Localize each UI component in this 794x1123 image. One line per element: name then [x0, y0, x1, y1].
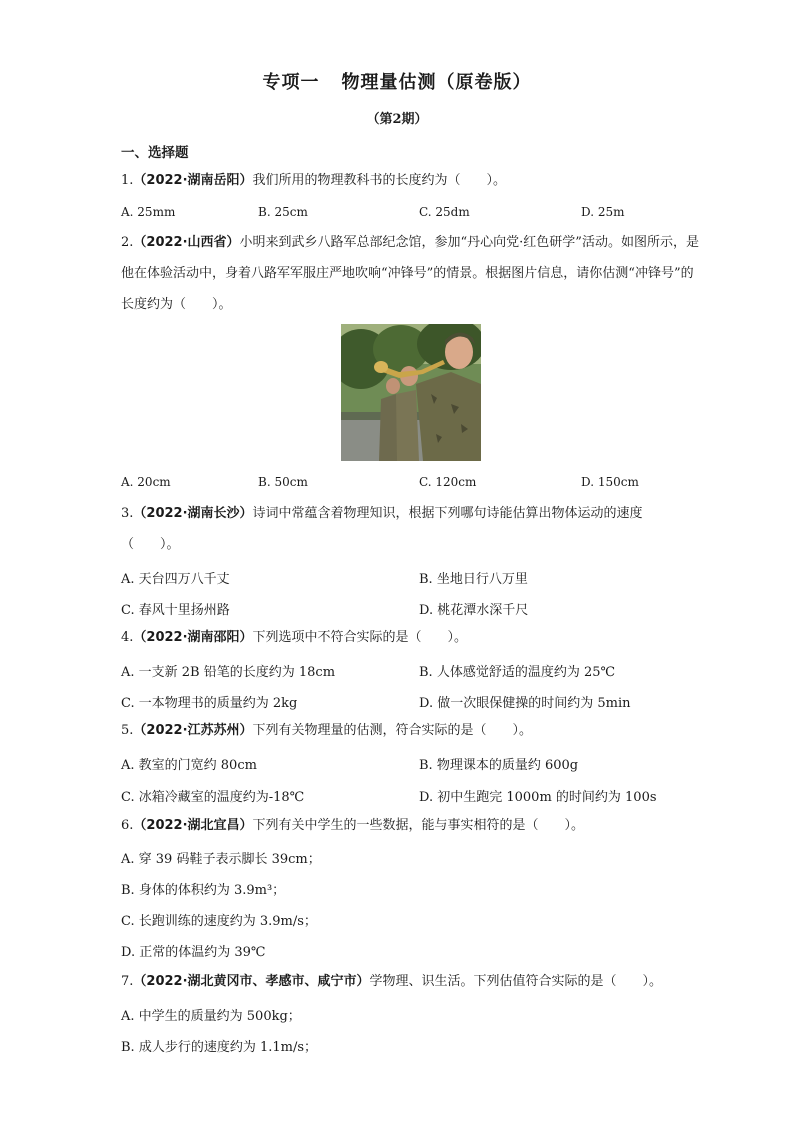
- option-d: D. 做一次眼保健操的时间约为 5min: [419, 696, 631, 711]
- question-1: 1.（2022·湖南岳阳）我们所用的物理教科书的长度约为（ ）。: [121, 173, 507, 188]
- option-a: A. 穿 39 码鞋子表示脚长 39cm；: [121, 852, 321, 867]
- question-3: 3.（2022·湖南长沙）诗词中常蕴含着物理知识，根据下列哪句诗能估算出物体运动的速度（ ）。: [121, 506, 643, 552]
- question-7: 7.（2022·湖北黄冈市、孝感市、咸宁市）学物理、识生活。下列估值符合实际的是（ ）。: [121, 974, 663, 989]
- option-a: A. 天台四万八千丈: [121, 572, 230, 587]
- question-source: （2022·湖南岳阳）: [133, 173, 253, 188]
- option-b: B. 人体感觉舒适的温度约为 25℃: [419, 665, 616, 680]
- option-d: D. 150cm: [581, 475, 639, 489]
- option-b: B. 坐地日行八万里: [419, 572, 528, 587]
- page-title: [0, 68, 794, 94]
- option-d: D. 正常的体温约为 39℃: [121, 945, 266, 960]
- question-6: 6.（2022·湖北宜昌）下列有关中学生的一些数据，能与事实相符的是（ ）。: [121, 818, 585, 833]
- question-text: 诗词中常蕴含着物理知识，根据下列哪句诗能估算出物体运动的速度（ ）。: [121, 506, 643, 552]
- title-part1: 专项一: [262, 72, 320, 93]
- question-4: 4.（2022·湖南邵阳）下列选项中不符合实际的是（ ）。: [121, 630, 468, 645]
- option-a: A. 25mm: [121, 205, 176, 219]
- question-text: 下列选项中不符合实际的是（ ）。: [252, 630, 468, 645]
- option-c: C. 春风十里扬州路: [121, 603, 230, 618]
- option-a: A. 20cm: [121, 475, 171, 489]
- option-d: D. 初中生跑完 1000m 的时间约为 100s: [419, 790, 657, 805]
- option-c: C. 120cm: [419, 475, 477, 489]
- option-b: B. 成人步行的速度约为 1.1m/s；: [121, 1040, 318, 1055]
- option-d: D. 25m: [581, 205, 625, 219]
- question-5: 5.（2022·江苏苏州）下列有关物理量的估测，符合实际的是（ ）。: [121, 723, 533, 738]
- section-heading: 一、选择题: [121, 145, 189, 161]
- option-a: A. 一支新 2B 铅笔的长度约为 18cm: [121, 665, 336, 680]
- option-a: A. 教室的门宽约 80cm: [121, 758, 257, 773]
- question-source: （2022·山西省）: [133, 235, 240, 250]
- option-b: B. 25cm: [258, 205, 308, 219]
- bugler-photo-icon: [341, 324, 481, 461]
- option-b: B. 物理课本的质量约 600g: [419, 758, 579, 773]
- question-text: 下列有关物理量的估测，符合实际的是（ ）。: [252, 723, 533, 738]
- question-text: 我们所用的物理教科书的长度约为（ ）。: [252, 173, 507, 188]
- option-c: C. 25dm: [419, 205, 470, 219]
- title-part2: 物理量估测（原卷版）: [341, 72, 532, 93]
- question-text: 下列有关中学生的一些数据，能与事实相符的是（ ）。: [252, 818, 585, 833]
- question-source: （2022·湖南邵阳）: [133, 630, 253, 645]
- question-source: （2022·江苏苏州）: [133, 723, 253, 738]
- bugler-photo: [341, 324, 481, 461]
- option-d: D. 桃花潭水深千尺: [419, 603, 529, 618]
- option-b: B. 身体的体积约为 3.9m³；: [121, 883, 286, 898]
- option-c: C. 冰箱冷藏室的温度约为-18℃: [121, 790, 305, 805]
- question-text: 小明来到武乡八路军总部纪念馆，参加“丹心向党·红色研学”活动。如图所示，是他在体验活动中，身着八路军军服庄严地吹响“冲锋号”的情景。根据图片信息，请你估测“冲锋号”的长度约为（ ）。: [121, 235, 699, 312]
- question-text: 学物理、识生活。下列估值符合实际的是（ ）。: [369, 974, 663, 989]
- page-subtitle: （第2期）: [366, 112, 428, 127]
- option-a: A. 中学生的质量约为 500kg；: [121, 1009, 301, 1024]
- question-2: 2.（2022·山西省）小明来到武乡八路军总部纪念馆，参加“丹心向党·红色研学”活动。如图所示，是他在体验活动中，身着八路军军服庄严地吹响“冲锋号”的情景。根据图片信息，请你估测“冲锋号”的长度约为（ ）。: [121, 235, 699, 312]
- question-source: （2022·湖北黄冈市、孝感市、咸宁市）: [133, 974, 370, 989]
- question-source: （2022·湖北宜昌）: [133, 818, 253, 833]
- option-c: C. 一本物理书的质量约为 2kg: [121, 696, 298, 711]
- question-source: （2022·湖南长沙）: [133, 506, 253, 521]
- option-b: B. 50cm: [258, 475, 308, 489]
- option-c: C. 长跑训练的速度约为 3.9m/s；: [121, 914, 317, 929]
